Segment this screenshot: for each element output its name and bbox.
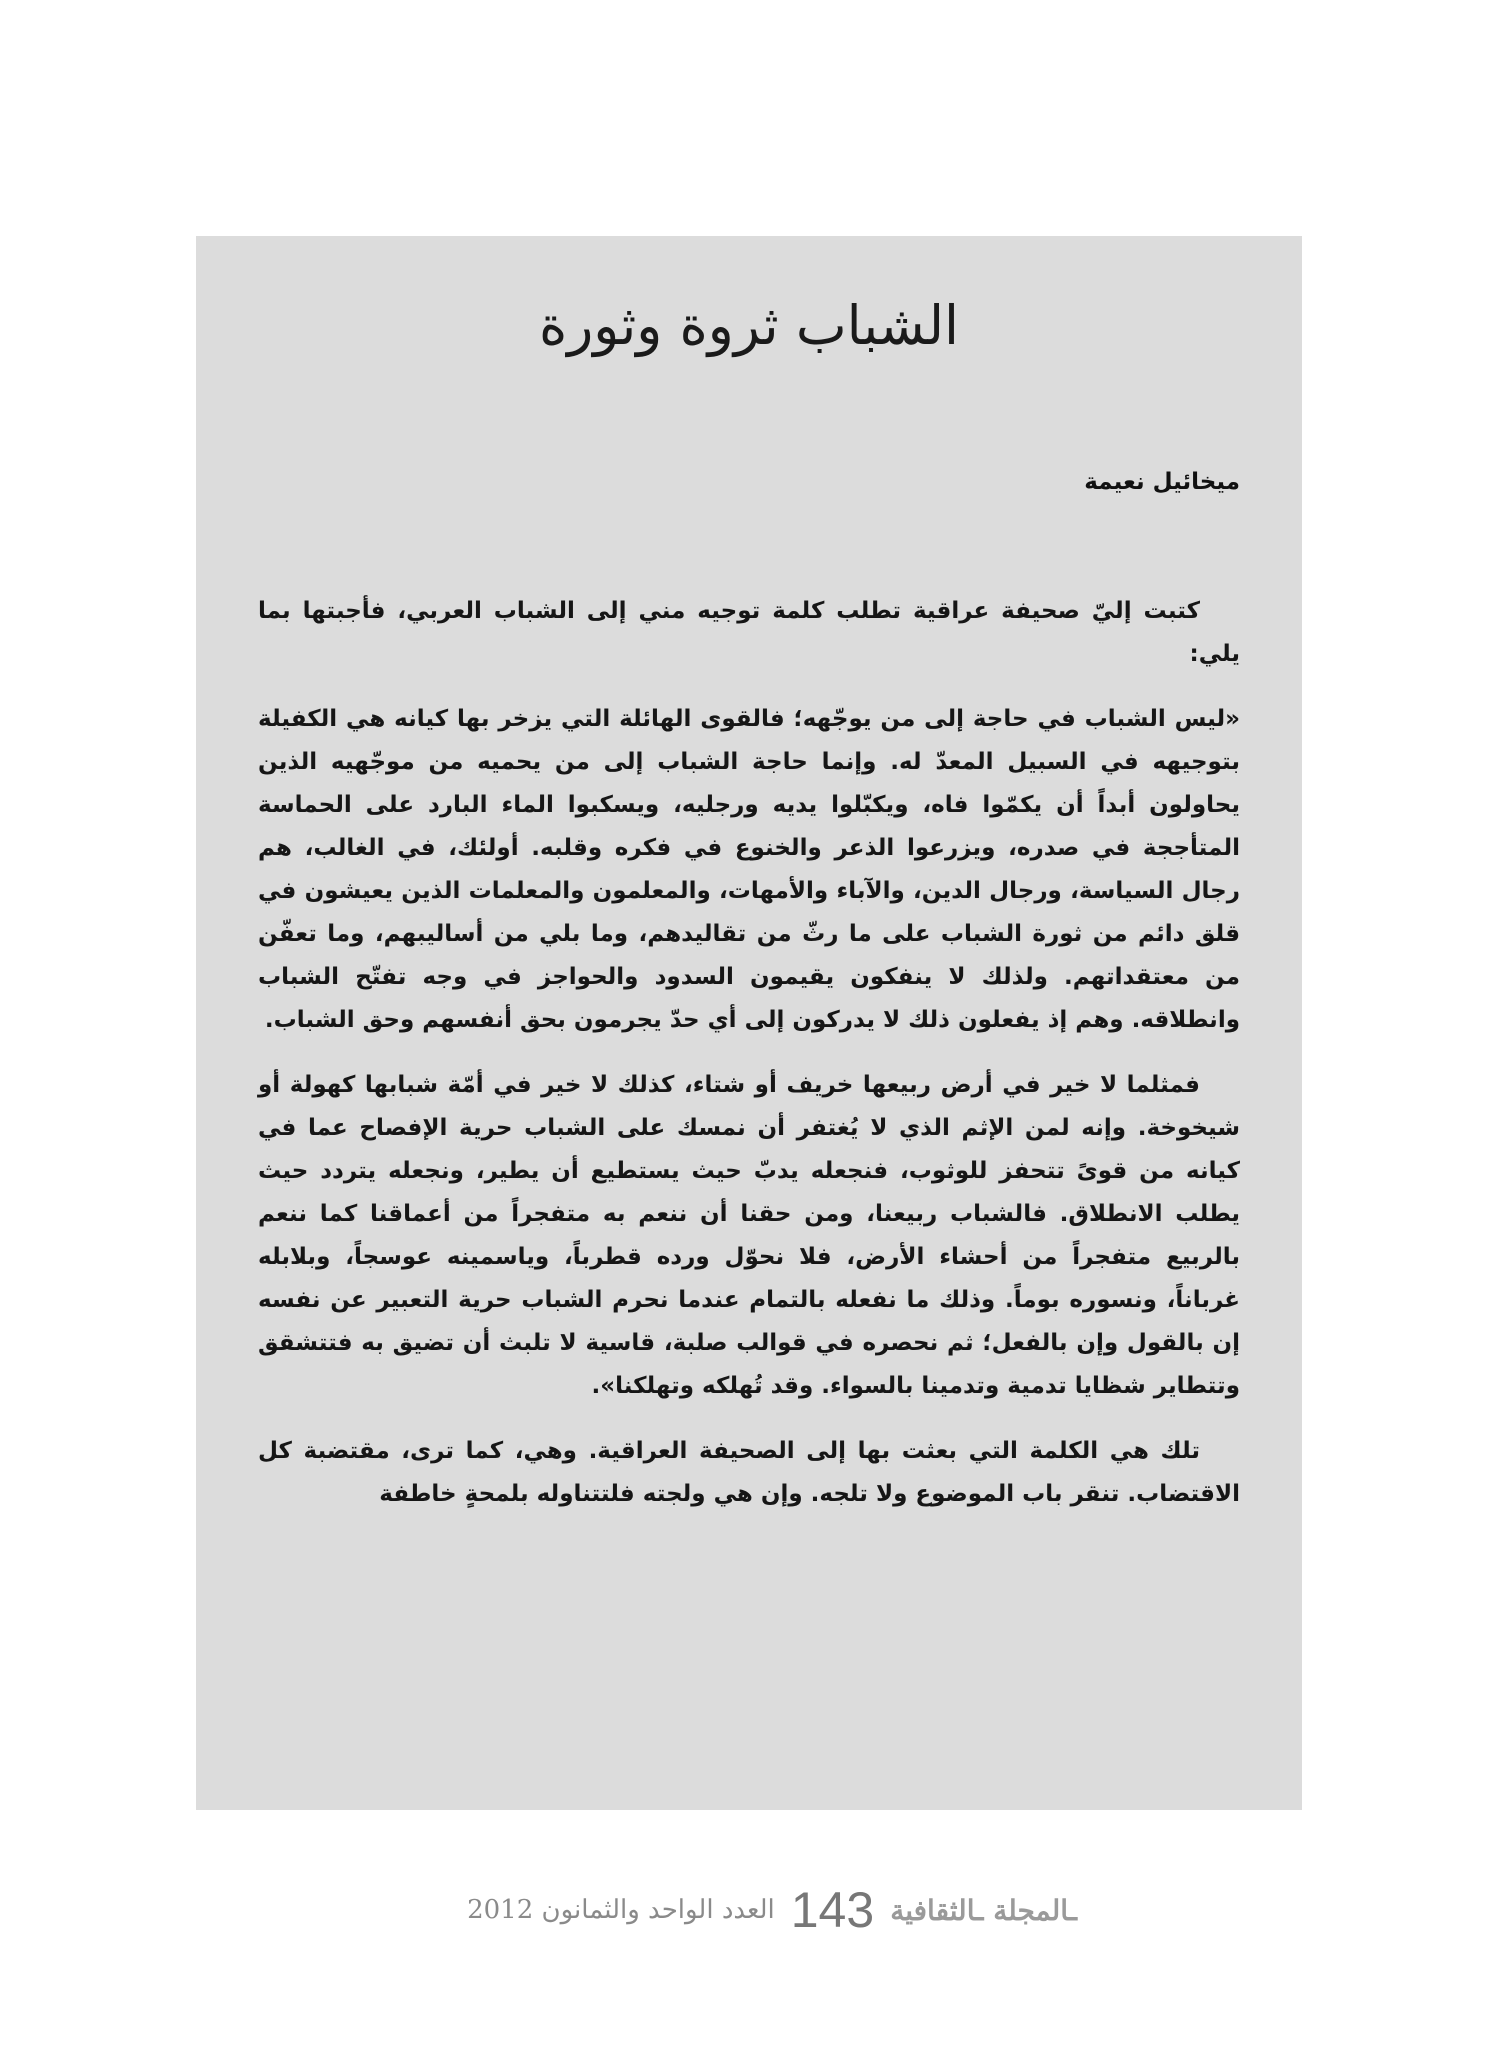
article-title: الشباب ثروة وثورة: [538, 294, 960, 357]
article-panel: [196, 236, 1302, 1810]
journal-name: ـالمجلة ـالثقافية: [890, 1893, 1077, 1927]
article-author: ميخائيل نعيمة: [1084, 469, 1240, 495]
article-body: [258, 590, 1240, 1516]
footer-content: [467, 1880, 1077, 1940]
issue-info: العدد الواحد والثمانون 2012: [467, 1895, 775, 1925]
paragraph-closing: تلك هي الكلمة التي بعثت بها إلى الصحيفة العراقية. وهي، كما ترى، مقتضبة كل الاقتضاب. تنقر باب الموضوع ولا تلجه. وإن هي ولجته فلتتناوله بلمحةٍ خاطفة: [258, 1438, 1240, 1507]
page-footer: [0, 1880, 1497, 1940]
paragraph-quote-2: فمثلما لا خير في أرض ربيعها خريف أو شتاء، كذلك لا خير في أمّة شبابها كهولة أو شيخوخة. وإنه لمن الإثم الذي لا يُغتفر أن نمسك على الشباب حرية الإفصاح عما في كيانه من قوىً تتحفز للوثوب، فنجعله يدبّ حيث يستطيع أن يطير، ونجعله يتردد حيث يطلب الانطلاق. فالشباب ربيعنا، ومن حقنا أن ننعم به متفجراً من أعماقنا كما ننعم بالربيع متفجراً من أحشاء الأرض، فلا نحوّل ورده قطرباً، وياسمينه عوسجاً، وبلابله غرباناً، ونسوره بوماً. وذلك ما نفعله بالتمام عندما نحرم الشباب حرية التعبير عن نفسه إن بالقول وإن بالفعل؛ ثم نحصره في قوالب صلبة، قاسية لا تلبث أن تضيق به فتتشقق وتتطاير شظايا تدمية وتدمينا بالسواء. وقد تُهلكه وتهلكنا».: [258, 1072, 1240, 1399]
paragraph-intro: كتبت إليّ صحيفة عراقية تطلب كلمة توجيه مني إلى الشباب العربي، فأجبتها بما يلي:: [258, 598, 1240, 667]
page-number: 143: [790, 1882, 875, 1938]
paragraph-quote-1: «ليس الشباب في حاجة إلى من يوجّهه؛ فالقوى الهائلة التي يزخر بها كيانه هي الكفيلة بتوجيهه في السبيل المعدّ له. وإنما حاجة الشباب إلى من يحميه من موجّهيه الذين يحاولون أبداً أن يكمّوا فاه، ويكبّلوا يديه ورجليه، ويسكبوا الماء البارد على الحماسة المتأججة في صدره، ويزرعوا الذعر والخنوع في فكره وقلبه. أولئك، في الغالب، هم رجال السياسة، ورجال الدين، والآباء والأمهات، والمعلمون والمعلمات الذين يعيشون في قلق دائم من ثورة الشباب على ما رثّ من تقاليدهم، وما بلي من أساليبهم، وما تعفّن من معتقداتهم. ولذلك لا ينفكون يقيمون السدود والحواجز في وجه تفتّح الشباب وانطلاقه. وهم إذ يفعلون ذلك لا يدركون إلى أي حدّ يجرمون بحق أنفسهم وحق الشباب.: [258, 706, 1240, 1033]
